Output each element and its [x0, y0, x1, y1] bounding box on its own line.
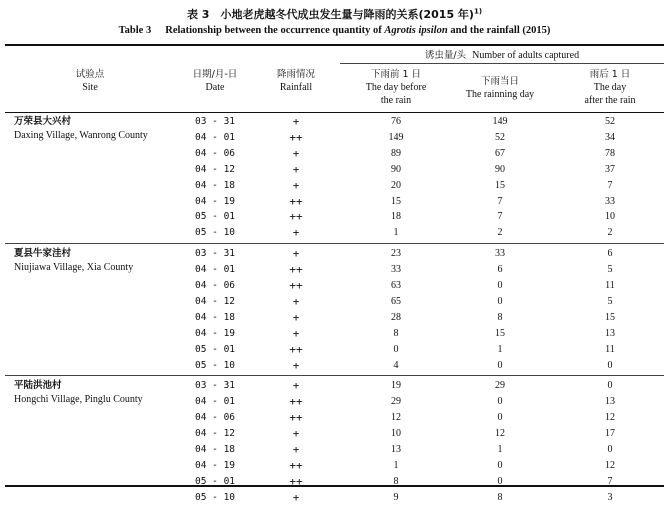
- header-site: [20, 68, 160, 94]
- site-label: [14, 115, 148, 143]
- site-label-cn: 夏县牛家洼村: [14, 248, 72, 260]
- site-label-cn: 万荣县大兴村: [14, 116, 72, 127]
- after-count-cell: 12: [605, 412, 615, 424]
- date-cell: 04 - 12: [194, 428, 236, 440]
- date-cell: 05 - 10: [194, 359, 236, 371]
- after-count-cell: 11: [605, 343, 615, 355]
- after-count-cell: 17: [605, 428, 615, 440]
- after-count-cell: 13: [605, 327, 615, 339]
- table-number: Table 3: [118, 25, 152, 36]
- date-cell: 04 - 19: [194, 327, 236, 339]
- header-site-en: Site: [82, 82, 98, 93]
- rainday-count-cell: 0: [497, 459, 503, 471]
- before-count-cell: 9: [393, 491, 399, 503]
- rainfall-cell: ++: [289, 130, 303, 144]
- rainday-count-cell: 0: [497, 295, 503, 307]
- header-date: [175, 68, 255, 94]
- group-separator: [5, 243, 664, 244]
- rainfall-cell: ++: [289, 411, 303, 425]
- table-title-en-pre: Relationship between the occurrence quantity of: [165, 25, 385, 36]
- rainfall-cell: +: [292, 379, 300, 393]
- rainday-count-cell: 67: [495, 147, 505, 159]
- before-count-cell: 33: [391, 264, 401, 276]
- before-count-cell: 1: [393, 459, 399, 471]
- after-count-cell: 13: [605, 396, 615, 408]
- header-after-cn: 雨后 1 日: [589, 69, 631, 80]
- rainfall-cell: ++: [289, 458, 303, 472]
- rainday-count-cell: 0: [497, 412, 503, 424]
- rainday-count-cell: 52: [495, 131, 505, 143]
- header-rainday-en: The rainning day: [465, 89, 535, 100]
- date-cell: 04 - 19: [194, 195, 236, 207]
- rainfall-cell: +: [292, 226, 300, 240]
- header-after-en2: after the rain: [584, 95, 636, 106]
- site-label-en: Hongchi Village, Pinglu County: [14, 394, 143, 406]
- date-cell: 04 - 01: [194, 264, 236, 276]
- header-rainday-cn: 下雨当日: [480, 76, 519, 87]
- rainday-count-cell: 8: [497, 491, 503, 503]
- header-date-cn: 日期/月-日: [192, 69, 238, 80]
- before-count-cell: 89: [391, 147, 401, 159]
- site-label-cn: 平陆洪池村: [14, 380, 62, 392]
- after-count-cell: 12: [605, 459, 615, 471]
- after-count-cell: 5: [607, 295, 613, 307]
- header-captured: [340, 49, 664, 62]
- rainfall-cell: +: [292, 247, 300, 261]
- header-rainfall-en: Rainfall: [279, 82, 313, 93]
- rainday-count-cell: 0: [497, 359, 503, 371]
- header-before-cn: 下雨前 1 日: [370, 69, 422, 80]
- table-title-en: [0, 25, 669, 36]
- after-count-cell: 37: [605, 163, 615, 175]
- rainfall-cell: +: [292, 490, 300, 504]
- table-title-cn: [0, 6, 669, 22]
- header-captured-cn: 诱虫量/头: [424, 50, 467, 61]
- rainday-count-cell: 1: [497, 444, 503, 455]
- after-count-cell: 0: [607, 380, 613, 392]
- rainfall-cell: ++: [289, 210, 303, 224]
- site-label-en: Daxing Village, Wanrong County: [14, 130, 148, 141]
- date-cell: 04 - 18: [194, 179, 236, 191]
- rainday-count-cell: 149: [492, 116, 508, 127]
- rainday-count-cell: 15: [495, 327, 505, 339]
- table-title-footnote-mark: 1): [473, 7, 483, 16]
- header-before: [346, 68, 446, 107]
- before-count-cell: 4: [393, 359, 399, 371]
- before-count-cell: 8: [393, 327, 399, 339]
- date-cell: 03 - 31: [194, 380, 236, 392]
- rainfall-cell: +: [292, 310, 300, 324]
- header-rule: [5, 112, 664, 113]
- before-count-cell: 0: [393, 343, 399, 355]
- date-cell: 04 - 19: [194, 459, 236, 471]
- rainday-count-cell: 1: [497, 343, 503, 355]
- rainfall-cell: +: [292, 162, 300, 176]
- before-count-cell: 63: [391, 280, 401, 291]
- rainfall-cell: ++: [289, 395, 303, 409]
- header-rainfall: [258, 68, 334, 94]
- rainday-count-cell: 2: [497, 227, 503, 239]
- date-cell: 04 - 06: [194, 280, 236, 291]
- after-count-cell: 2: [607, 227, 613, 239]
- before-count-cell: 10: [391, 428, 401, 440]
- header-after: [560, 68, 660, 107]
- header-captured-en: Number of adults captured: [472, 50, 580, 61]
- date-cell: 05 - 01: [194, 475, 236, 487]
- site-label: [14, 247, 133, 275]
- before-count-cell: 15: [391, 195, 401, 207]
- date-cell: 04 - 12: [194, 163, 236, 175]
- before-count-cell: 23: [391, 248, 401, 260]
- table-title-en-post: and the rainfall (2015): [447, 25, 551, 36]
- rainfall-cell: ++: [289, 194, 303, 208]
- rainday-count-cell: 90: [495, 163, 505, 175]
- before-count-cell: 8: [393, 475, 399, 487]
- header-rainday: [452, 75, 548, 101]
- rainday-count-cell: 0: [497, 280, 503, 291]
- rainday-count-cell: 33: [495, 248, 505, 260]
- top-rule: [5, 44, 664, 46]
- before-count-cell: 65: [391, 295, 401, 307]
- captured-subheader-rule: [340, 63, 664, 64]
- group-separator: [5, 375, 664, 376]
- rainday-count-cell: 7: [497, 211, 503, 223]
- date-cell: 04 - 18: [194, 311, 236, 323]
- rainfall-cell: +: [292, 326, 300, 340]
- header-before-en1: The day before: [365, 82, 427, 93]
- rainday-count-cell: 8: [497, 311, 503, 323]
- rainfall-cell: ++: [289, 474, 303, 488]
- site-label: [14, 379, 143, 407]
- before-count-cell: 13: [391, 444, 401, 455]
- rainfall-cell: +: [292, 146, 300, 160]
- before-count-cell: 149: [388, 131, 404, 143]
- rainfall-cell: ++: [289, 342, 303, 356]
- rainday-count-cell: 29: [495, 380, 505, 392]
- after-count-cell: 5: [607, 264, 613, 276]
- rainday-count-cell: 0: [497, 396, 503, 408]
- rainfall-cell: +: [292, 294, 300, 308]
- after-count-cell: 34: [605, 131, 615, 143]
- rainfall-cell: +: [292, 115, 300, 128]
- before-count-cell: 20: [391, 179, 401, 191]
- rainfall-cell: +: [292, 358, 300, 372]
- before-count-cell: 28: [391, 311, 401, 323]
- site-label-en: Niujiawa Village, Xia County: [14, 262, 134, 274]
- date-cell: 05 - 10: [194, 491, 236, 503]
- before-count-cell: 90: [391, 163, 401, 175]
- after-count-cell: 10: [605, 211, 615, 223]
- before-count-cell: 76: [391, 116, 401, 127]
- rainfall-cell: +: [292, 178, 300, 192]
- after-count-cell: 33: [605, 195, 615, 207]
- after-count-cell: 3: [607, 491, 613, 503]
- header-after-en1: The day: [593, 82, 627, 93]
- header-before-en2: the rain: [380, 95, 412, 106]
- date-cell: 04 - 01: [194, 131, 236, 143]
- date-cell: 05 - 01: [194, 343, 236, 355]
- table-title-cn-text: 表 3 小地老虎越冬代成虫发生量与降雨的关系(2015 年): [186, 8, 474, 21]
- rainday-count-cell: 12: [495, 428, 505, 440]
- header-rainfall-cn: 降雨情况: [276, 69, 315, 80]
- header-site-cn: 试验点: [75, 69, 105, 80]
- before-count-cell: 18: [391, 211, 401, 223]
- rainfall-cell: +: [292, 443, 300, 456]
- table-title-species: Agrotis ipsilon: [384, 25, 448, 36]
- rainfall-cell: +: [292, 427, 300, 441]
- after-count-cell: 6: [607, 248, 613, 260]
- after-count-cell: 15: [605, 311, 615, 323]
- before-count-cell: 1: [393, 227, 399, 239]
- after-count-cell: 0: [607, 359, 613, 371]
- after-count-cell: 11: [605, 280, 615, 291]
- after-count-cell: 7: [607, 179, 613, 191]
- before-count-cell: 29: [391, 396, 401, 408]
- rainday-count-cell: 0: [497, 475, 503, 487]
- header-date-en: Date: [205, 82, 225, 93]
- rainday-count-cell: 7: [497, 195, 503, 207]
- after-count-cell: 78: [605, 147, 615, 159]
- rainfall-cell: ++: [289, 279, 303, 292]
- after-count-cell: 7: [607, 475, 613, 487]
- before-count-cell: 19: [391, 380, 401, 392]
- before-count-cell: 12: [391, 412, 401, 424]
- date-cell: 04 - 06: [194, 147, 236, 159]
- date-cell: 03 - 31: [194, 116, 236, 127]
- date-cell: 04 - 12: [194, 295, 236, 307]
- date-cell: 04 - 01: [194, 396, 236, 408]
- rainday-count-cell: 15: [495, 179, 505, 191]
- date-cell: 04 - 18: [194, 444, 236, 455]
- after-count-cell: 52: [605, 116, 615, 127]
- after-count-cell: 0: [607, 444, 613, 455]
- rainfall-cell: ++: [289, 263, 303, 277]
- date-cell: 04 - 06: [194, 412, 236, 424]
- date-cell: 05 - 01: [194, 211, 236, 223]
- date-cell: 05 - 10: [194, 227, 236, 239]
- date-cell: 03 - 31: [194, 248, 236, 260]
- rainday-count-cell: 6: [497, 264, 503, 276]
